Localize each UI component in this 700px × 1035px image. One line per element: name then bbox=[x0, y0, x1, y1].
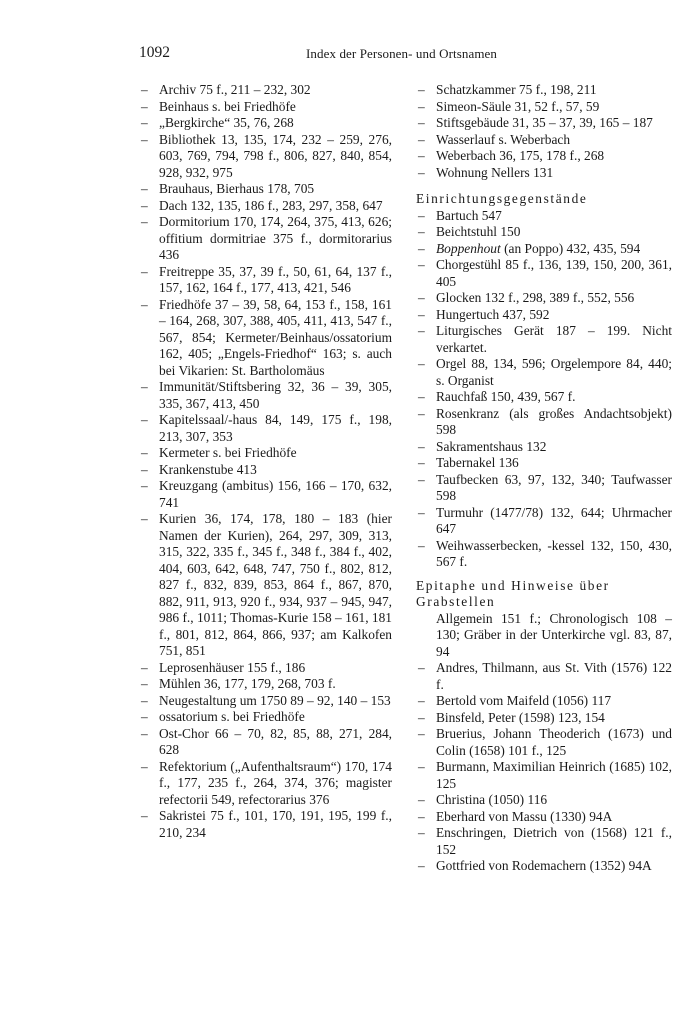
index-entry: – Krankenstube 413 bbox=[141, 461, 257, 477]
index-entry: – Bartuch 547 bbox=[418, 207, 502, 223]
index-entry: – Glocken 132 f., 298, 389 f., 552, 556 bbox=[418, 290, 635, 305]
index-entry: – Mühlen 36, 177, 179, 268, 703 f. bbox=[141, 676, 336, 691]
index-entry: – Boppenhout (an Poppo) 432, 435, 594 bbox=[418, 240, 641, 256]
left-column bbox=[139, 82, 392, 841]
index-entry: – Turmuhr (1477/78) 132, 644; Uhrmacher 647 bbox=[418, 504, 672, 536]
index-entry: – Dach 132, 135, 186 f., 283, 297, 358, 647 bbox=[141, 197, 383, 213]
index-entry: – Rauchfaß 150, 439, 567 f. bbox=[418, 389, 576, 404]
index-entry: – Brauhaus, Bierhaus 178, 705 bbox=[141, 181, 315, 196]
index-entry: – Tabernakel 136 bbox=[418, 455, 519, 470]
index-entry: – Liturgisches Gerät 187 – 199. Nicht verkartet. bbox=[418, 323, 672, 355]
index-entry: – Weberbach 36, 175, 178 f., 268 bbox=[418, 148, 605, 163]
index-entry: – Kapitelssaal/-haus 84, 149, 175 f., 198, 213, 307, 353 bbox=[141, 412, 392, 444]
section-heading: Einrichtungsgegenstände bbox=[416, 191, 588, 206]
index-entry: – Wohnung Nellers 131 bbox=[418, 164, 554, 180]
index-entry: – Weihwasserbecken, -kessel 132, 150, 430, 567 f. bbox=[418, 537, 672, 569]
index-entry: – Andres, Thilmann, aus St. Vith (1576) 122 f. bbox=[418, 660, 672, 692]
index-entry: – Orgel 88, 134, 596; Orgelempore 84, 440; s. Organist bbox=[418, 356, 672, 388]
index-entry: – „Bergkirche“ 35, 76, 268 bbox=[141, 115, 294, 130]
index-entry: – Bibliothek 13, 135, 174, 232 – 259, 276, 603, 769, 794, 798 f., 806, 827, 840, 854, 928, 932, 975 bbox=[141, 131, 392, 180]
index-entry: – Burmann, Maximilian Heinrich (1685) 102, 125 bbox=[418, 759, 672, 791]
index-entry: – Schatzkammer 75 f., 198, 211 bbox=[418, 82, 597, 97]
index-entry: – Kurien 36, 174, 178, 180 – 183 (hier Namen der Kurien), 264, 297, 309, 313, 315, 322, 335 f., 345 f., 348 f., 384 f., 402, 404, 603, 642, 648, 747, 750 f., 802, 812, 827 f., 832, 839, 853, 864 f., 867, 870, 882, 911, 913, 920 f., 934, 937 – 945, 947, 986 f., 1011; Thomas-Kurie 158 – 161, 181 f., 801, 812, 864, 866, 937; am Kalkofen 751, 851 bbox=[141, 511, 392, 658]
index-entry: – Kreuzgang (ambitus) 156, 166 – 170, 632, 741 bbox=[141, 478, 392, 510]
index-entry: – Binsfeld, Peter (1598) 123, 154 bbox=[418, 709, 605, 725]
index-entry: – Leprosenhäuser 155 f., 186 bbox=[141, 659, 306, 675]
index-entry: – Sakramentshaus 132 bbox=[418, 438, 547, 454]
page-number: 1092 bbox=[139, 44, 170, 61]
index-entry: – Stiftsgebäude 31, 35 – 37, 39, 165 – 187 bbox=[418, 115, 653, 130]
index-entry: – Hungertuch 437, 592 bbox=[418, 306, 550, 322]
index-entry: – Bertold vom Maifeld (1056) 117 bbox=[418, 693, 612, 708]
index-entry: – Kermeter s. bei Friedhöfe bbox=[141, 445, 297, 460]
index-entry: – Neugestaltung um 1750 89 – 92, 140 – 153 bbox=[141, 692, 391, 708]
index-entry: – Immunität/Stiftsbering 32, 36 – 39, 305, 335, 367, 413, 450 bbox=[141, 379, 392, 411]
index-entry: – ossatorium s. bei Friedhöfe bbox=[141, 709, 305, 724]
index-entry: – Wasserlauf s. Weberbach bbox=[418, 131, 571, 147]
index-entry: – Christina (1050) 116 bbox=[418, 792, 548, 807]
index-entry: – Sakristei 75 f., 101, 170, 191, 195, 199 f., 210, 234 bbox=[141, 808, 392, 840]
index-entry: – Simeon-Säule 31, 52 f., 57, 59 bbox=[418, 98, 600, 114]
section-heading: Epitaphe und Hinweise über Grabstellen bbox=[416, 577, 610, 609]
running-title: Index der Personen- und Ortsnamen bbox=[306, 46, 498, 61]
index-entry: – Friedhöfe 37 – 39, 58, 64, 153 f., 158, 161 – 164, 268, 307, 388, 405, 411, 413, 547 f., 567, 854; Kermeter/Beinhaus/ossatorium 162, 405; „Engels-Friedhof“ 163; s. auch bei Vikarien: St. Bartholomäus bbox=[141, 296, 392, 378]
index-entry: – Ost-Chor 66 – 70, 82, 85, 88, 271, 284, 628 bbox=[141, 725, 392, 757]
index-entry: – Rosenkranz (als großes Andachtsobjekt) 598 bbox=[418, 405, 672, 437]
index-entry: – Beinhaus s. bei Friedhöfe bbox=[141, 98, 296, 114]
index-entry: – Enschringen, Dietrich von (1568) 121 f., 152 bbox=[418, 825, 672, 857]
index-entry: – Refektorium („Aufenthaltsraum“) 170, 174 f., 177, 235 f., 264, 374, 376; magister refectorii 549, refectorarius 376 bbox=[141, 758, 392, 807]
index-entry: Allgemein 151 f.; Chronologisch 108 – 130; Gräber in der Unterkirche vgl. 83, 87, 94 bbox=[436, 610, 672, 659]
index-entry: – Bruerius, Johann Theoderich (1673) und Colin (1658) 101 f., 125 bbox=[418, 726, 672, 758]
index-entry: – Taufbecken 63, 97, 132, 340; Taufwasser 598 bbox=[418, 471, 672, 503]
index-entry: – Archiv 75 f., 211 – 232, 302 bbox=[141, 82, 311, 97]
index-entry: – Eberhard von Massu (1330) 94A bbox=[418, 808, 613, 824]
index-entry: – Beichtstuhl 150 bbox=[418, 224, 521, 239]
index-entry: – Freitreppe 35, 37, 39 f., 50, 61, 64, 137 f., 157, 162, 164 f., 177, 413, 421, 546 bbox=[141, 263, 392, 295]
index-entry: – Dormitorium 170, 174, 264, 375, 413, 626; offitium dormitriae 375 f., dormitorarius 436 bbox=[141, 214, 392, 262]
right-column bbox=[416, 82, 672, 875]
index-entry: – Chorgestühl 85 f., 136, 139, 150, 200, 361, 405 bbox=[418, 257, 672, 289]
index-entry: – Gottfried von Rodemachern (1352) 94A bbox=[418, 858, 652, 873]
